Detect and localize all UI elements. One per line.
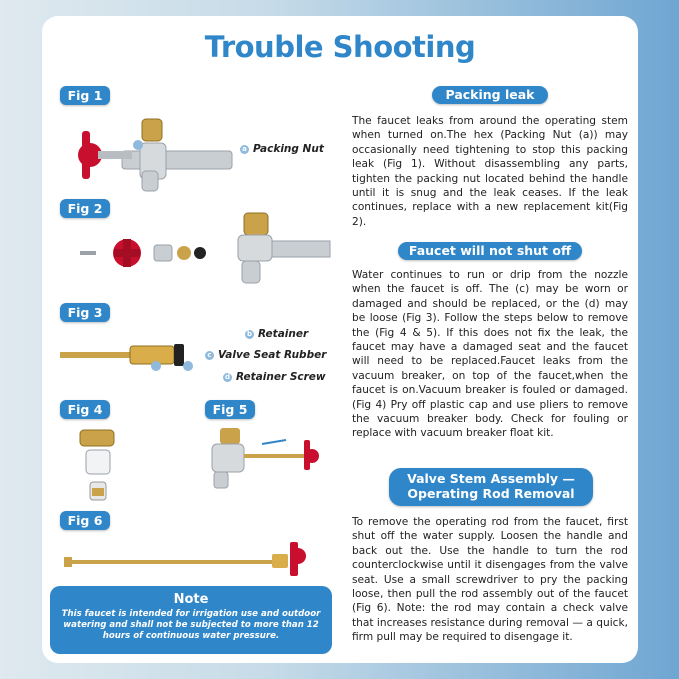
fig6-rod-image [64,538,314,578]
stem-assembly-text: To remove the operating rod from the faucet, first shut off the water supply. Loosen the handle and back out the. Use the handle to turn the rod counterclockwise until it disengages from the valve seat. Use a small screwdriver to pry the packing loose, then pull the rod assembly out of the faucet (Fig 6). Note: the rod may contain a check valve that increases resistance during removal — a quick, firm pull may be required to disengage it. [352,516,628,644]
fig5-faucet-image [200,426,330,496]
stem-assembly-heading-line1: Valve Stem Assembly — [407,471,575,486]
callout-retainer-label: Retainer [258,328,309,340]
callout-packing-nut-label: Packing Nut [253,143,324,155]
callout-a-marker [133,140,143,150]
page-title: Trouble Shooting [204,30,476,64]
callout-letter-c: c [205,351,214,360]
fig1-label: Fig 1 [60,86,110,105]
not-shut-off-heading: Faucet will not shut off [398,242,582,260]
fig4-label: Fig 4 [60,400,110,419]
troubleshooting-card [42,16,638,663]
packing-leak-heading: Packing leak [432,86,548,104]
note-text: This faucet is intended for irrigation use and outdoor watering and shall not be subjected to more than 12 hours of continuous water pressure. [61,609,321,641]
fig3-label: Fig 3 [60,303,110,322]
callout-valve-seat-label: Valve Seat Rubber [218,349,327,361]
packing-leak-text: The faucet leaks from around the operating stem when turned on.The hex (Packing Nut (a)) may occasionally need tightening to stop this packing leak (Fig 1). Without disassembling any parts, tighten the packing nut located behind the handle until it is snug and the leak ceases. If the leak continues, replace with a new replacement kit(Fig 2). [352,115,628,228]
stem-assembly-heading [389,468,593,506]
fig2-label: Fig 2 [60,199,110,218]
fig1-faucet-image [62,111,322,201]
fig2-kit-image [72,211,332,296]
not-shut-off-text: Water continues to run or drip from the nozzle when the faucet is off. The (c) may be worn or damaged and should be replaced, or the (d) may be loose (Fig 3). Follow the steps below to remove the (Fig 4 & 5). If this does not fix the leak, the faucet may have a damaged seat and the faucet will need to be replaced.Faucet leaks from the vacuum breaker, on top of the faucet,when the faucet is on.Vacuum breaker is fouled or damaged. (Fig 4) Pry off plastic cap and use pliers to remove the vacuum breaker body. Check for fouling or replace with vacuum breaker float kit. [352,269,628,440]
fig6-label: Fig 6 [60,511,110,530]
callout-letter-a: a [240,145,249,154]
fig4-vacuum-breaker-image [78,426,118,516]
callout-valve-seat [205,349,326,361]
note-box [50,586,332,654]
callout-packing-nut [240,143,324,155]
callout-letter-b: b [246,329,252,338]
fig5-label: Fig 5 [205,400,255,419]
callout-retainer-screw-label: Retainer Screw [236,371,326,383]
callout-retainer [245,328,308,340]
stem-assembly-heading-line2: Operating Rod Removal [407,486,575,501]
callout-letter-d: d [224,372,230,381]
note-heading: Note [173,592,209,607]
fig3-stem-image [60,338,200,378]
callout-retainer-screw [223,371,326,383]
